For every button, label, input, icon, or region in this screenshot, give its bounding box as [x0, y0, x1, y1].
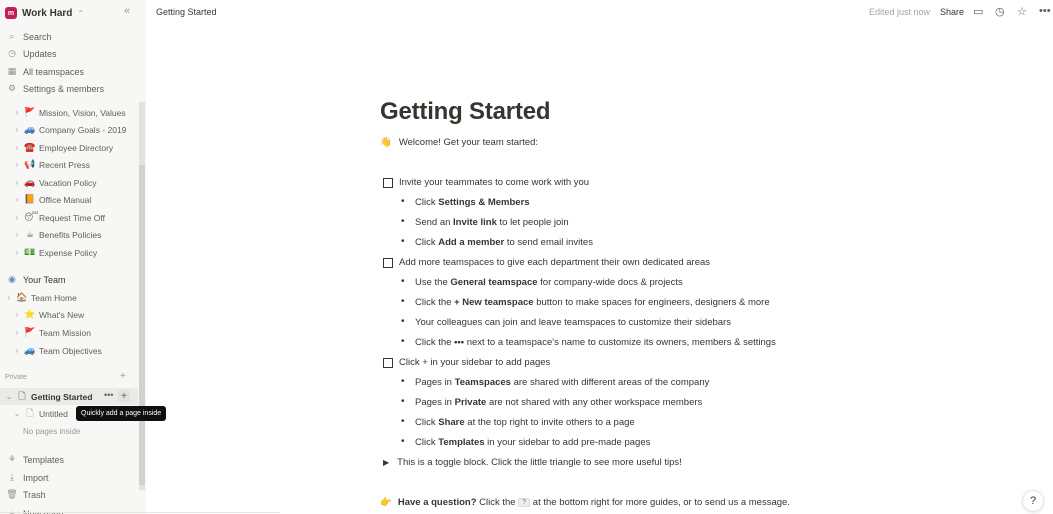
page-label: Team Objectives	[39, 345, 102, 356]
tooltip: Quickly add a page inside	[76, 406, 166, 421]
home-icon: 🏠	[16, 292, 28, 302]
page-label: What's New	[39, 309, 85, 320]
chevron-right-icon[interactable]: ›	[15, 178, 19, 187]
page-label: Team Mission	[39, 327, 91, 338]
welcome-line	[380, 137, 538, 148]
sidebar-item-templates[interactable]	[0, 451, 146, 468]
teamspace-label: Your Team	[23, 274, 66, 285]
page-label: Mission, Vision, Values	[39, 107, 126, 118]
todo-item	[380, 177, 589, 188]
workspace-logo: m	[5, 7, 17, 19]
page-item[interactable]	[0, 121, 140, 138]
sidebar-item-trash[interactable]	[0, 486, 146, 503]
chevron-right-icon[interactable]: ›	[15, 213, 19, 222]
page-label: Office Manual	[39, 194, 92, 205]
page-emoji: 🚙	[24, 124, 36, 134]
more-icon[interactable]: •••	[104, 390, 114, 400]
sidebar-item-label: Updates	[23, 48, 57, 59]
question-text: at the bottom right for more guides, or to send us a message.	[530, 497, 790, 508]
page-emoji: ⭐	[24, 309, 36, 319]
sidebar-scrollbar-thumb[interactable]	[139, 165, 145, 485]
chevron-right-icon[interactable]: ›	[15, 248, 19, 257]
sidebar	[0, 0, 146, 514]
page-emoji: ☕	[25, 229, 35, 239]
chevron-right-icon[interactable]: ›	[15, 310, 19, 319]
chevron-right-icon[interactable]: ›	[15, 160, 19, 169]
bullet-item: • Click Templates in your sidebar to add pre-made pages	[402, 437, 650, 448]
bullet-item: • Your colleagues can join and leave teamspaces to customize their sidebars	[402, 317, 731, 328]
section-label-private: Private	[5, 374, 27, 381]
page-emoji: 🚙	[24, 345, 36, 355]
chevron-right-icon[interactable]: ›	[15, 328, 19, 337]
help-callout	[380, 497, 790, 508]
page-item[interactable]	[0, 226, 140, 243]
bullet-item: • Use the General teamspace for company-wide docs & projects	[402, 277, 683, 288]
double-chevron-left-icon[interactable]: «	[124, 5, 131, 17]
page-label: Untitled	[39, 408, 68, 419]
page-item[interactable]	[0, 139, 140, 156]
page-item[interactable]	[0, 104, 140, 121]
chevron-right-icon[interactable]: ›	[15, 195, 19, 204]
sidebar-item-label: Import	[23, 472, 49, 483]
checkbox[interactable]	[383, 258, 393, 268]
chevron-right-icon[interactable]: ›	[15, 108, 19, 117]
toggle-block	[380, 457, 682, 468]
page-item[interactable]	[0, 209, 140, 226]
sidebar-item-updates[interactable]	[0, 45, 146, 62]
toggle-triangle-icon[interactable]: ▶	[383, 458, 390, 467]
chevron-down-icon[interactable]: ⌄	[13, 409, 21, 418]
page-label: Benefits Policies	[39, 229, 102, 240]
chevron-right-icon[interactable]: ›	[15, 346, 19, 355]
page-item[interactable]	[0, 306, 140, 323]
page-item[interactable]	[0, 191, 140, 208]
comment-icon[interactable]: ▭	[973, 6, 984, 18]
help-key: ?	[518, 498, 530, 507]
history-icon[interactable]: ◷	[995, 6, 1005, 18]
page-item[interactable]	[0, 244, 140, 261]
welcome-text: Welcome! Get your team started:	[398, 137, 539, 148]
chevron-down-icon[interactable]: ⌄	[5, 392, 13, 401]
globe-icon: ◉	[8, 274, 16, 284]
breadcrumb[interactable]: Getting Started	[156, 7, 217, 17]
todo-text: Add more teamspaces to give each department their own dedicated areas	[399, 257, 711, 268]
sidebar-item-settings[interactable]	[0, 80, 146, 97]
page-label: Vacation Policy	[39, 177, 97, 188]
page-label: Recent Press	[39, 159, 91, 170]
search-icon: ⌕	[9, 31, 15, 41]
page-doc-icon: 🗋	[26, 407, 34, 418]
checkbox[interactable]	[383, 358, 393, 368]
grid-icon: ▦	[7, 66, 17, 76]
page-item[interactable]	[0, 324, 140, 341]
page-label: Team Home	[31, 292, 77, 303]
bullet-item: • Click Add a member to send email invites	[402, 237, 593, 248]
add-subpage-icon[interactable]: +	[118, 390, 130, 402]
page-item[interactable]	[0, 156, 140, 173]
page-emoji: 🚩	[24, 327, 36, 337]
sidebar-item-label: Templates	[23, 454, 65, 465]
page-label: Company Goals - 2019	[39, 124, 127, 135]
workspace-name: Work Hard	[22, 7, 73, 19]
sidebar-item-label: Settings & members	[23, 83, 105, 94]
bullet-item: • Send an Invite link to let people join	[402, 217, 569, 228]
workspace-switcher[interactable]	[5, 4, 84, 22]
sidebar-item-all-teamspaces[interactable]	[0, 63, 146, 80]
share-button[interactable]: Share	[940, 7, 965, 17]
page-emoji: ☎️	[24, 142, 36, 152]
bullet-item: • Click the ••• next to a teamspace's name to customize its owners, members & settings	[402, 337, 776, 348]
chevron-right-icon[interactable]: ›	[15, 230, 19, 239]
empty-state-text: No pages inside	[23, 427, 81, 436]
question-bold: Have a question?	[397, 497, 477, 508]
trash-icon: 🗑	[6, 489, 18, 499]
page-emoji: 💵	[24, 247, 36, 257]
page-emoji: 🚩	[24, 107, 36, 117]
chevron-right-icon[interactable]: ›	[15, 125, 19, 134]
page-label: Request Time Off	[39, 212, 105, 223]
help-button[interactable]: ?	[1022, 490, 1044, 512]
bullet-item: • Pages in Private are not shared with any other workspace members	[402, 397, 702, 408]
point-right-emoji: 👉	[380, 497, 392, 508]
page-item-team-home[interactable]	[0, 289, 140, 306]
teamspace-your-team[interactable]	[0, 271, 146, 288]
page-doc-icon: 🗋	[18, 390, 26, 401]
chevron-right-icon[interactable]: ›	[15, 143, 19, 152]
question-text: Click the	[476, 497, 519, 508]
templates-icon: ⚘	[7, 454, 17, 464]
page-label: Getting Started	[31, 391, 93, 402]
checkbox[interactable]	[383, 178, 393, 188]
page-emoji: 😴	[24, 212, 39, 222]
wave-emoji: 👋	[380, 137, 392, 148]
bullet-item: • Click Settings & Members	[402, 197, 530, 208]
sidebar-item-search[interactable]	[0, 28, 146, 45]
chevron-right-icon[interactable]: ›	[7, 293, 11, 302]
sidebar-item-import[interactable]	[0, 469, 146, 486]
todo-text: Invite your teammates to come work with you	[399, 177, 590, 188]
more-icon[interactable]: •••	[1039, 5, 1051, 17]
gear-icon: ⚙	[7, 83, 17, 93]
todo-item	[380, 357, 550, 368]
sidebar-item-label: Search	[23, 31, 52, 42]
todo-item	[380, 257, 710, 268]
toggle-text: This is a toggle block. Click the little triangle to see more useful tips!	[397, 457, 682, 468]
bullet-item: • Click Share at the top right to invite others to a page	[402, 417, 635, 428]
page-label: Employee Directory	[39, 142, 114, 153]
star-icon[interactable]: ☆	[1017, 6, 1027, 18]
edited-status: Edited just now	[869, 7, 931, 17]
import-icon: ⤓	[10, 472, 14, 482]
clock-icon: ◷	[8, 48, 16, 58]
bullet-item: • Click the + New teamspace button to make spaces for engineers, designers & more	[402, 297, 770, 308]
page-emoji: 📢	[24, 159, 36, 169]
chevron-updown-icon: ⌃	[77, 8, 85, 18]
page-emoji: 📙	[24, 194, 36, 204]
page-title[interactable]: Getting Started	[380, 98, 551, 125]
add-private-page-icon[interactable]: +	[120, 371, 126, 382]
page-label: Expense Policy	[39, 247, 98, 258]
sidebar-item-label: Trash	[23, 489, 46, 500]
page-item[interactable]	[0, 342, 140, 359]
page-item[interactable]	[0, 174, 140, 191]
page-emoji: 🚗	[24, 177, 36, 187]
todo-text: Click + in your sidebar to add pages	[399, 357, 551, 368]
sidebar-item-label: All teamspaces	[23, 66, 85, 77]
divider	[0, 512, 280, 513]
bullet-item: • Pages in Teamspaces are shared with different areas of the company	[402, 377, 709, 388]
